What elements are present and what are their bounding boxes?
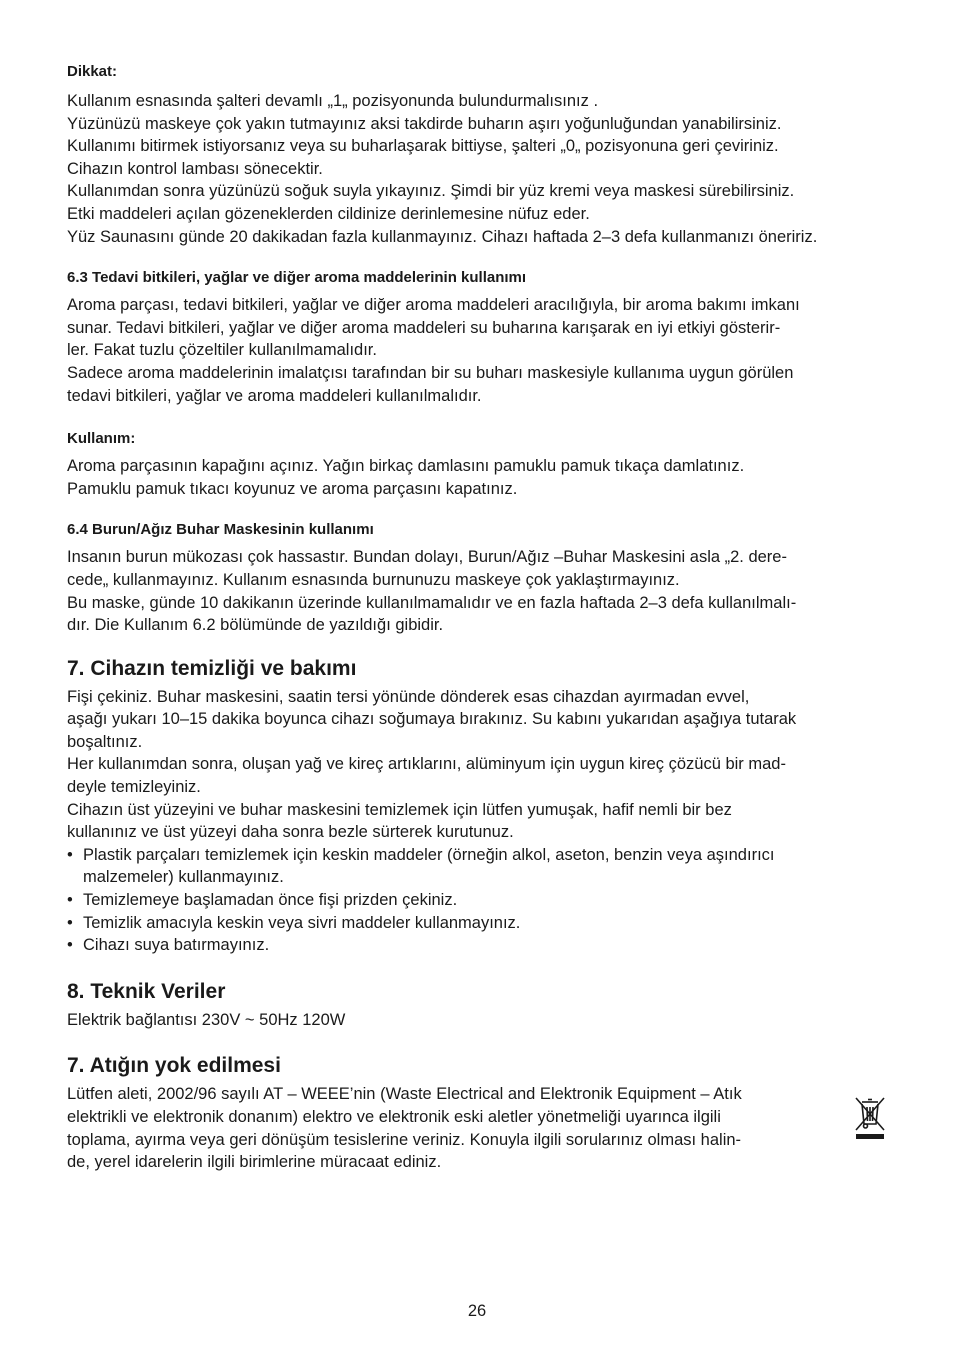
section-8-heading: 8. Teknik Veriler (67, 979, 226, 1003)
list-item-text: Cihazı suya batırmayınız. (83, 936, 270, 955)
section-6-4-heading: 6.4 Burun/Ağız Buhar Maskesinin kullanımı (67, 521, 374, 539)
section-7-cleaning (67, 656, 889, 957)
paragraph-line: Fişi çekiniz. Buhar maskesini, saatin tersi yönünde dönderek esas cihazdan ayırmadan evvel, (67, 687, 750, 706)
section-kullanim (67, 429, 889, 500)
paragraph-line: Bu maske, günde 10 dakikanın üzerinde kullanılmamalıdır ve en fazla haftada 2–3 defa kullanılmalı- (67, 593, 797, 612)
bullet: • (67, 913, 73, 932)
paragraph-line: Cihazın üst yüzeyini ve buhar maskesini temizlemek için lütfen yumuşak, hafif nemli bir bez (67, 800, 732, 819)
list-item-text: Temizlemeye başlamadan önce fişi prizden çekiniz. (83, 891, 458, 910)
section-7-heading: 7. Cihazın temizliği ve bakımı (67, 656, 357, 680)
paragraph-line: tedavi bitkileri, yağlar ve aroma maddeleri kullanılmalıdır. (67, 386, 482, 405)
page-number: 26 (467, 1302, 487, 1320)
bullet: • (67, 845, 73, 864)
paragraph-line: Cihazın kontrol lambası sönecektir. (67, 159, 323, 178)
section-6-3-heading: 6.3 Tedavi bitkileri, yağlar ve diğer aroma maddelerinin kullanımı (67, 269, 527, 287)
paragraph-line: cede„ kullanmayınız. Kullanım esnasında burnunuzu maskeye çok yaklaştırmayınız. (67, 570, 680, 589)
section-8-technical (67, 979, 889, 1032)
paragraph-line: boşaltınız. (67, 732, 143, 751)
paragraph-line: sunar. Tedavi bitkileri, yağlar ve diğer aroma maddeleri su buharına karışarak en iyi etkiyi gösterir- (67, 318, 781, 337)
disposal-heading: 7. Atığın yok edilmesi (67, 1054, 281, 1078)
list-item-text: Temizlik amacıyla keskin veya sivri maddeler kullanmayınız. (83, 913, 521, 932)
paragraph-line: dır. Die Kullanım 6.2 bölümünde de yazıldığı gibidir. (67, 616, 444, 635)
section-6-4 (67, 520, 889, 636)
paragraph-line: Insanın burun mükozası çok hassastır. Bundan dolayı, Burun/Ağız –Buhar Maskesini asla „2. dere- (67, 548, 787, 567)
paragraph-line: Sadece aroma maddelerinin imalatçısı tarafından bir su buharı maskesiyle kullanıma uygun görülen (67, 363, 794, 382)
paragraph-line: Kullanım esnasında şalteri devamlı „1„ pozisyonunda bulundurmalısınız . (67, 92, 599, 110)
paragraph-line: de, yerel idarelerin ilgili birimlerine müracaat ediniz. (67, 1153, 442, 1172)
paragraph-line: Lütfen aleti, 2002/96 sayılı AT – WEEE’nin (Waste Electrical and Elektronik Equipment – Atık (67, 1085, 742, 1104)
dikkat-heading: Dikkat: (67, 63, 118, 80)
paragraph-line: Yüz Saunasını günde 20 dakikadan fazla kullanmayınız. Cihazı haftada 2–3 defa kullanmanızı öneririz. (67, 227, 818, 246)
paragraph-line: Yüzünüzü maskeye çok yakın tutmayınız aksi takdirde buharın aşırı yoğunluğundan yanabilirsiniz. (67, 114, 782, 133)
list-item (67, 934, 889, 957)
paragraph-line: Aroma parçası, tedavi bitkileri, yağlar ve diğer aroma maddeleri aracılığıyla, bir aroma bakımı imkanı (67, 296, 800, 315)
kullanim-heading: Kullanım: (67, 430, 136, 448)
paragraph-line: Kullanımı bitirmek istiyorsanız veya su buharlaşarak bittiyse, şalteri „0„ pozisyonuna geri çeviriniz. (67, 137, 779, 156)
crossed-out-wheelie-bin-icon (852, 1094, 888, 1142)
paragraph-line: Aroma parçasının kapağını açınız. Yağın birkaç damlasını pamuklu pamuk tıkaça damlatınız. (67, 457, 745, 476)
list-item (67, 912, 889, 935)
paragraph-line: Her kullanımdan sonra, oluşan yağ ve kireç artıklarını, alüminyum için uygun kireç çözücü bir mad- (67, 755, 786, 774)
bullet: • (67, 936, 73, 955)
bullet: • (67, 891, 73, 910)
paragraph-line: deyle temizleyiniz. (67, 778, 201, 797)
list-item (67, 889, 889, 912)
paragraph-line: kullanınız ve üst yüzeyi daha sonra bezle sürterek kurutunuz. (67, 823, 514, 842)
paragraph-line: elektrikli ve elektronik donanım) elektro ve elektronik eski aletler yönetmeliği uyarınca ilgili (67, 1108, 721, 1126)
paragraph-line: Etki maddeleri açılan gözeneklerden cildinize derinlemesine nüfuz eder. (67, 204, 590, 223)
paragraph-line: aşağı yukarı 10–15 dakika boyunca cihazı soğumaya bırakınız. Su kabını yukarıdan aşağıya tutarak (67, 710, 797, 729)
section-dikkat (67, 62, 889, 248)
paragraph-line: ler. Fakat tuzlu çözeltiler kullanılmamalıdır. (67, 341, 377, 360)
paragraph-line: Kullanımdan sonra yüzünüzü soğuk suyla yıkayınız. Şimdi bir yüz kremi veya maskesi sürebilirsiniz. (67, 182, 795, 201)
list-item-text: malzemeler) kullanmayınız. (83, 868, 284, 887)
paragraph-line: Elektrik bağlantısı 230V ~ 50Hz 120W (67, 1010, 346, 1029)
paragraph-line: toplama, ayırma veya geri dönüşüm tesislerine veriniz. Konuyla ilgili sorularınız olması halin- (67, 1130, 742, 1149)
list-item-text: Plastik parçaları temizlemek için keskin maddeler (örneğin alkol, aseton, benzin veya aşındırıcı (83, 845, 775, 864)
section-disposal (67, 1053, 889, 1173)
manual-page (67, 62, 889, 1174)
list-item (67, 844, 889, 889)
section-6-3 (67, 268, 889, 407)
paragraph-line: Pamuklu pamuk tıkacı koyunuz ve aroma parçasını kapatınız. (67, 479, 518, 498)
